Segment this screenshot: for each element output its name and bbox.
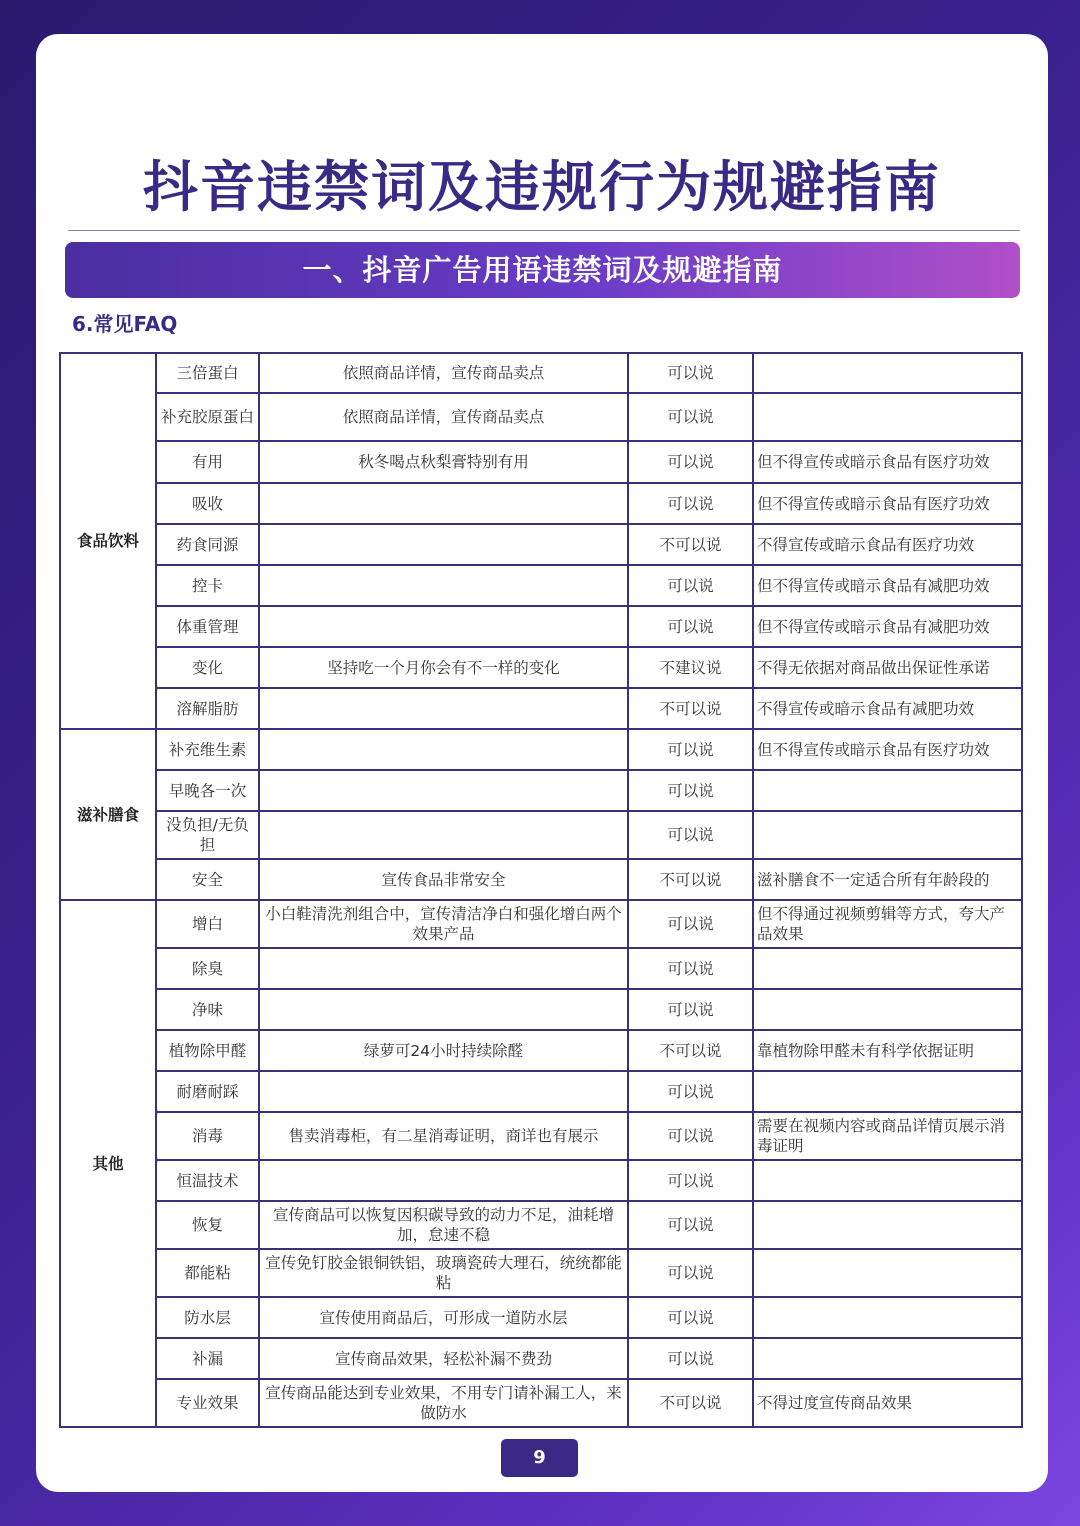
verdict-cell: 可以说 [628,1201,753,1249]
note-cell: 不得无依据对商品做出保证性承诺 [753,647,1022,688]
verdict-cell: 可以说 [628,729,753,770]
note-cell: 不得过度宣传商品效果 [753,1379,1022,1427]
term-cell: 补充维生素 [156,729,259,770]
example-cell [259,688,628,729]
verdict-cell: 可以说 [628,483,753,524]
table-row [60,729,1022,770]
table-row [60,1297,1022,1338]
note-cell: 但不得宣传或暗示食品有减肥功效 [753,565,1022,606]
example-cell: 宣传商品能达到专业效果，不用专门请补漏工人，来做防水 [259,1379,628,1427]
document-page [36,34,1048,1492]
example-cell: 坚持吃一个月你会有不一样的变化 [259,647,628,688]
term-cell: 都能粘 [156,1249,259,1297]
note-cell [753,1160,1022,1201]
category-cell: 食品饮料 [60,353,156,729]
example-cell: 宣传使用商品后，可形成一道防水层 [259,1297,628,1338]
section-banner: 一、抖音广告用语违禁词及规避指南 [65,242,1020,298]
term-cell: 药食同源 [156,524,259,565]
page-number: 9 [501,1439,578,1477]
term-cell: 控卡 [156,565,259,606]
term-cell: 溶解脂肪 [156,688,259,729]
example-cell: 依照商品详情，宣传商品卖点 [259,353,628,393]
example-cell [259,483,628,524]
table-row [60,1249,1022,1297]
verdict-cell: 可以说 [628,1338,753,1379]
verdict-cell: 可以说 [628,948,753,989]
example-cell: 宣传食品非常安全 [259,859,628,900]
example-cell [259,989,628,1030]
note-cell: 靠植物除甲醛未有科学依据证明 [753,1030,1022,1071]
table-row [60,811,1022,859]
faq-table-body [60,353,1022,1427]
term-cell: 补充胶原蛋白 [156,393,259,441]
verdict-cell: 不建议说 [628,647,753,688]
category-cell: 滋补膳食 [60,729,156,900]
note-cell [753,1249,1022,1297]
example-cell [259,1071,628,1112]
example-cell: 依照商品详情，宣传商品卖点 [259,393,628,441]
example-cell [259,729,628,770]
note-cell [753,811,1022,859]
note-cell [753,1297,1022,1338]
term-cell: 有用 [156,441,259,483]
term-cell: 植物除甲醛 [156,1030,259,1071]
table-row [60,989,1022,1030]
table-row [60,483,1022,524]
verdict-cell: 可以说 [628,900,753,948]
note-cell: 不得宣传或暗示食品有减肥功效 [753,688,1022,729]
table-row [60,353,1022,393]
example-cell: 秋冬喝点秋梨膏特别有用 [259,441,628,483]
table-row [60,441,1022,483]
verdict-cell: 可以说 [628,770,753,811]
example-cell: 宣传商品可以恢复因积碳导致的动力不足，油耗增加，怠速不稳 [259,1201,628,1249]
verdict-cell: 可以说 [628,441,753,483]
term-cell: 净味 [156,989,259,1030]
note-cell [753,1201,1022,1249]
term-cell: 变化 [156,647,259,688]
table-row [60,565,1022,606]
term-cell: 耐磨耐踩 [156,1071,259,1112]
table-row [60,1071,1022,1112]
table-row [60,393,1022,441]
note-cell: 不得宣传或暗示食品有医疗功效 [753,524,1022,565]
term-cell: 除臭 [156,948,259,989]
note-cell [753,1338,1022,1379]
example-cell [259,770,628,811]
table-row [60,524,1022,565]
example-cell [259,1160,628,1201]
example-cell [259,524,628,565]
term-cell: 体重管理 [156,606,259,647]
example-cell: 宣传免钉胶金银铜铁铝，玻璃瓷砖大理石，统统都能粘 [259,1249,628,1297]
term-cell: 恒温技术 [156,1160,259,1201]
example-cell [259,948,628,989]
term-cell: 防水层 [156,1297,259,1338]
note-cell [753,948,1022,989]
title-divider [68,230,1020,231]
verdict-cell: 可以说 [628,393,753,441]
verdict-cell: 可以说 [628,811,753,859]
verdict-cell: 可以说 [628,1160,753,1201]
table-row [60,1030,1022,1071]
example-cell: 小白鞋清洗剂组合中，宣传清洁净白和强化增白两个效果产品 [259,900,628,948]
category-cell: 其他 [60,900,156,1427]
term-cell: 增白 [156,900,259,948]
verdict-cell: 可以说 [628,1071,753,1112]
table-row [60,647,1022,688]
term-cell: 吸收 [156,483,259,524]
table-row [60,1338,1022,1379]
term-cell: 三倍蛋白 [156,353,259,393]
verdict-cell: 不可以说 [628,859,753,900]
note-cell [753,393,1022,441]
verdict-cell: 可以说 [628,1112,753,1160]
note-cell: 但不得宣传或暗示食品有医疗功效 [753,729,1022,770]
table-row [60,1379,1022,1427]
document-title: 抖音违禁词及违规行为规避指南 [142,155,941,219]
note-cell: 但不得宣传或暗示食品有减肥功效 [753,606,1022,647]
term-cell: 早晚各一次 [156,770,259,811]
verdict-cell: 不可以说 [628,524,753,565]
note-cell [753,1071,1022,1112]
term-cell: 消毒 [156,1112,259,1160]
verdict-cell: 可以说 [628,565,753,606]
example-cell: 售卖消毒柜，有二星消毒证明，商详也有展示 [259,1112,628,1160]
table-row [60,770,1022,811]
table-row [60,948,1022,989]
note-cell: 需要在视频内容或商品详情页展示消毒证明 [753,1112,1022,1160]
verdict-cell: 不可以说 [628,1379,753,1427]
table-row [60,1160,1022,1201]
term-cell: 没负担/无负担 [156,811,259,859]
table-row [60,688,1022,729]
verdict-cell: 可以说 [628,353,753,393]
note-cell [753,770,1022,811]
term-cell: 安全 [156,859,259,900]
note-cell [753,989,1022,1030]
note-cell: 但不得宣传或暗示食品有医疗功效 [753,441,1022,483]
note-cell: 但不得通过视频剪辑等方式，夸大产品效果 [753,900,1022,948]
note-cell: 但不得宣传或暗示食品有医疗功效 [753,483,1022,524]
table-row [60,1112,1022,1160]
term-cell: 补漏 [156,1338,259,1379]
note-cell [753,353,1022,393]
table-row [60,1201,1022,1249]
term-cell: 恢复 [156,1201,259,1249]
example-cell [259,565,628,606]
table-row [60,900,1022,948]
subsection-heading: 6.常见FAQ [72,312,178,336]
faq-table [59,352,1023,1428]
verdict-cell: 可以说 [628,606,753,647]
verdict-cell: 可以说 [628,1297,753,1338]
example-cell: 宣传商品效果，轻松补漏不费劲 [259,1338,628,1379]
table-row [60,606,1022,647]
verdict-cell: 不可以说 [628,688,753,729]
verdict-cell: 不可以说 [628,1030,753,1071]
example-cell: 绿萝可24小时持续除醛 [259,1030,628,1071]
example-cell [259,606,628,647]
term-cell: 专业效果 [156,1379,259,1427]
verdict-cell: 可以说 [628,989,753,1030]
note-cell: 滋补膳食不一定适合所有年龄段的 [753,859,1022,900]
verdict-cell: 可以说 [628,1249,753,1297]
example-cell [259,811,628,859]
table-row [60,859,1022,900]
